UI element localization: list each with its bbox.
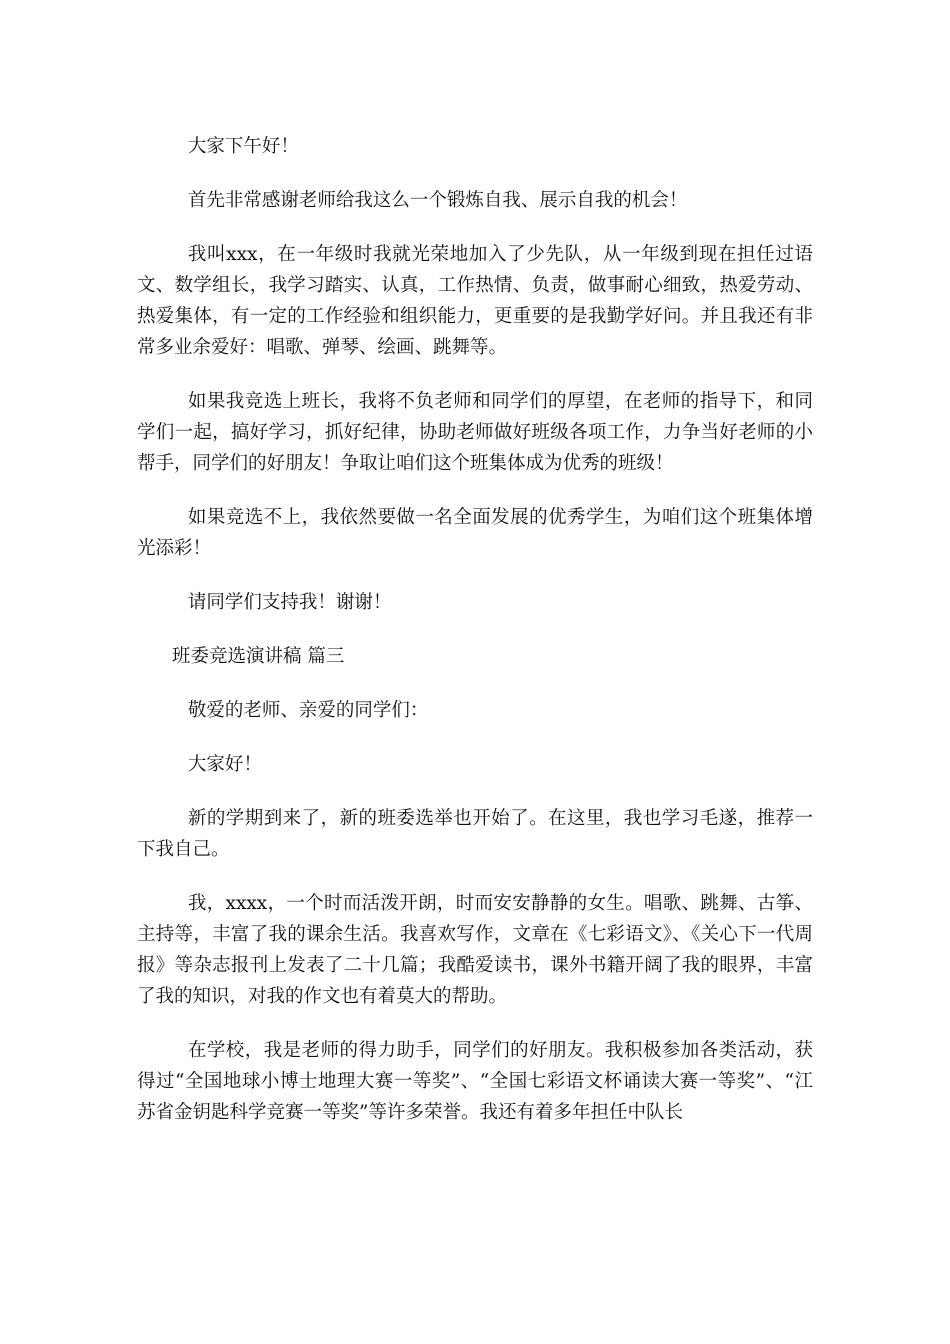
section-heading: 班委竞选演讲稿 篇三 (172, 646, 345, 667)
paragraph-closing: 请同学们支持我！谢谢！ (187, 592, 392, 613)
paragraph-if-elected: 如果我竞选上班长，我将不负老师和同学们的厚望，在老师的指导下，和同学们一起，搞好学习，抓好纪律，协助老师做好班级各项工作，力争当好老师的小帮手，同学们的好朋友！争取让咱们这个班集体成为优秀的班级！ (137, 391, 813, 474)
paragraph-hobbies: 我，xxxx，一个时而活泼开朗，时而安安静静的女生。唱歌、跳舞、古筝、主持等，丰富了我的课余生活。我喜欢写作，文章在《七彩语文》、《关心下一代周报》等杂志报刊上发表了二十几篇；我酷爱读书，课外书籍开阔了我的眼界，丰富了我的知识，对我的作文也有着莫大的帮助。 (137, 893, 813, 1007)
paragraph-hello: 大家好！ (187, 754, 262, 775)
paragraph-salutation: 敬爱的老师、亲爱的同学们： (187, 700, 429, 721)
paragraph-greeting: 大家下午好！ (187, 136, 299, 157)
document-body (137, 131, 813, 1151)
paragraph-new-term: 新的学期到来了，新的班委选举也开始了。在这里，我也学习毛遂，推荐一下我自己。 (137, 808, 813, 860)
paragraph-thanks: 首先非常感谢老师给我这么一个锻炼自我、展示自我的机会！ (187, 190, 688, 211)
paragraph-achievements: 在学校，我是老师的得力助手，同学们的好朋友。我积极参加各类活动，获得过“全国地球小博士地理大赛一等奖”、“全国七彩语文杯诵读大赛一等奖”、“江苏省金钥匙科学竞赛一等奖”等许多荣誉。我还有着多年担任中队长 (137, 1040, 813, 1123)
paragraph-if-not-elected: 如果竞选不上，我依然要做一名全面发展的优秀学生，为咱们这个班集体增光添彩！ (137, 507, 813, 559)
paragraph-self-intro: 我叫xxx，在一年级时我就光荣地加入了少先队，从一年级到现在担任过语文、数学组长，我学习踏实、认真，工作热情、负责，做事耐心细致，热爱劳动、热爱集体，有一定的工作经验和组织能力，更重要的是我勤学好问。并且我还有非常多业余爱好：唱歌、弹琴、绘画、跳舞等。 (137, 244, 813, 358)
